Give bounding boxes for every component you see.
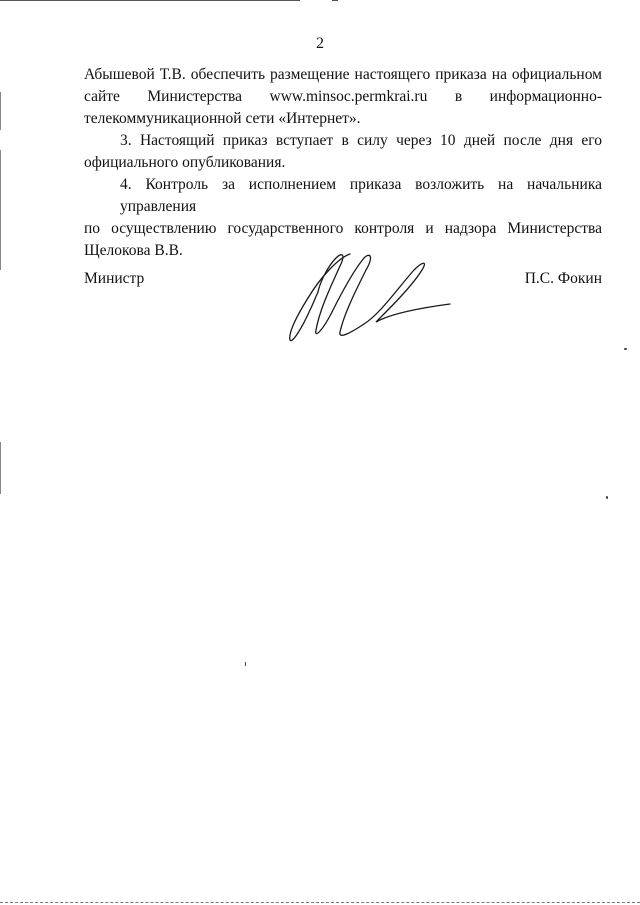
bottom-edge-rule: [0, 902, 640, 903]
signer-name: П.С. Фокин: [524, 270, 602, 287]
scan-edge-mark: [0, 150, 1, 270]
scan-speck: [606, 496, 608, 499]
text-line: телекоммуникационной сети «Интернет».: [84, 110, 361, 127]
scan-speck: [245, 662, 246, 666]
signer-position: Министр: [84, 270, 145, 287]
paragraph-continuation: [84, 64, 602, 130]
scan-speck: [624, 348, 627, 350]
text-line: сайте Министерства www.minsoc.permkrai.ru в информационно-: [84, 88, 602, 105]
text-line: 4. Контроль за исполнением приказа возложить на начальника управления: [120, 176, 602, 215]
handwritten-signature: [280, 248, 460, 348]
scan-edge-mark: [0, 92, 1, 130]
body-text: [84, 64, 602, 262]
top-edge-mark: [332, 0, 338, 1]
text-line: 3. Настоящий приказ вступает в силу через 10 дней после дня его: [120, 132, 602, 149]
top-edge-rule: [0, 0, 300, 1]
text-line: Щелокова В.В.: [84, 242, 183, 259]
text-line: по осуществлению государственного контроля и надзора Министерства: [84, 220, 602, 237]
text-line: официального опубликования.: [84, 154, 286, 171]
scan-edge-mark: [0, 442, 1, 494]
page-number: 2: [316, 35, 324, 52]
text-line: Абышевой Т.В. обеспечить размещение настоящего приказа на официальном: [84, 66, 602, 83]
paragraph-item-3: [84, 130, 602, 174]
